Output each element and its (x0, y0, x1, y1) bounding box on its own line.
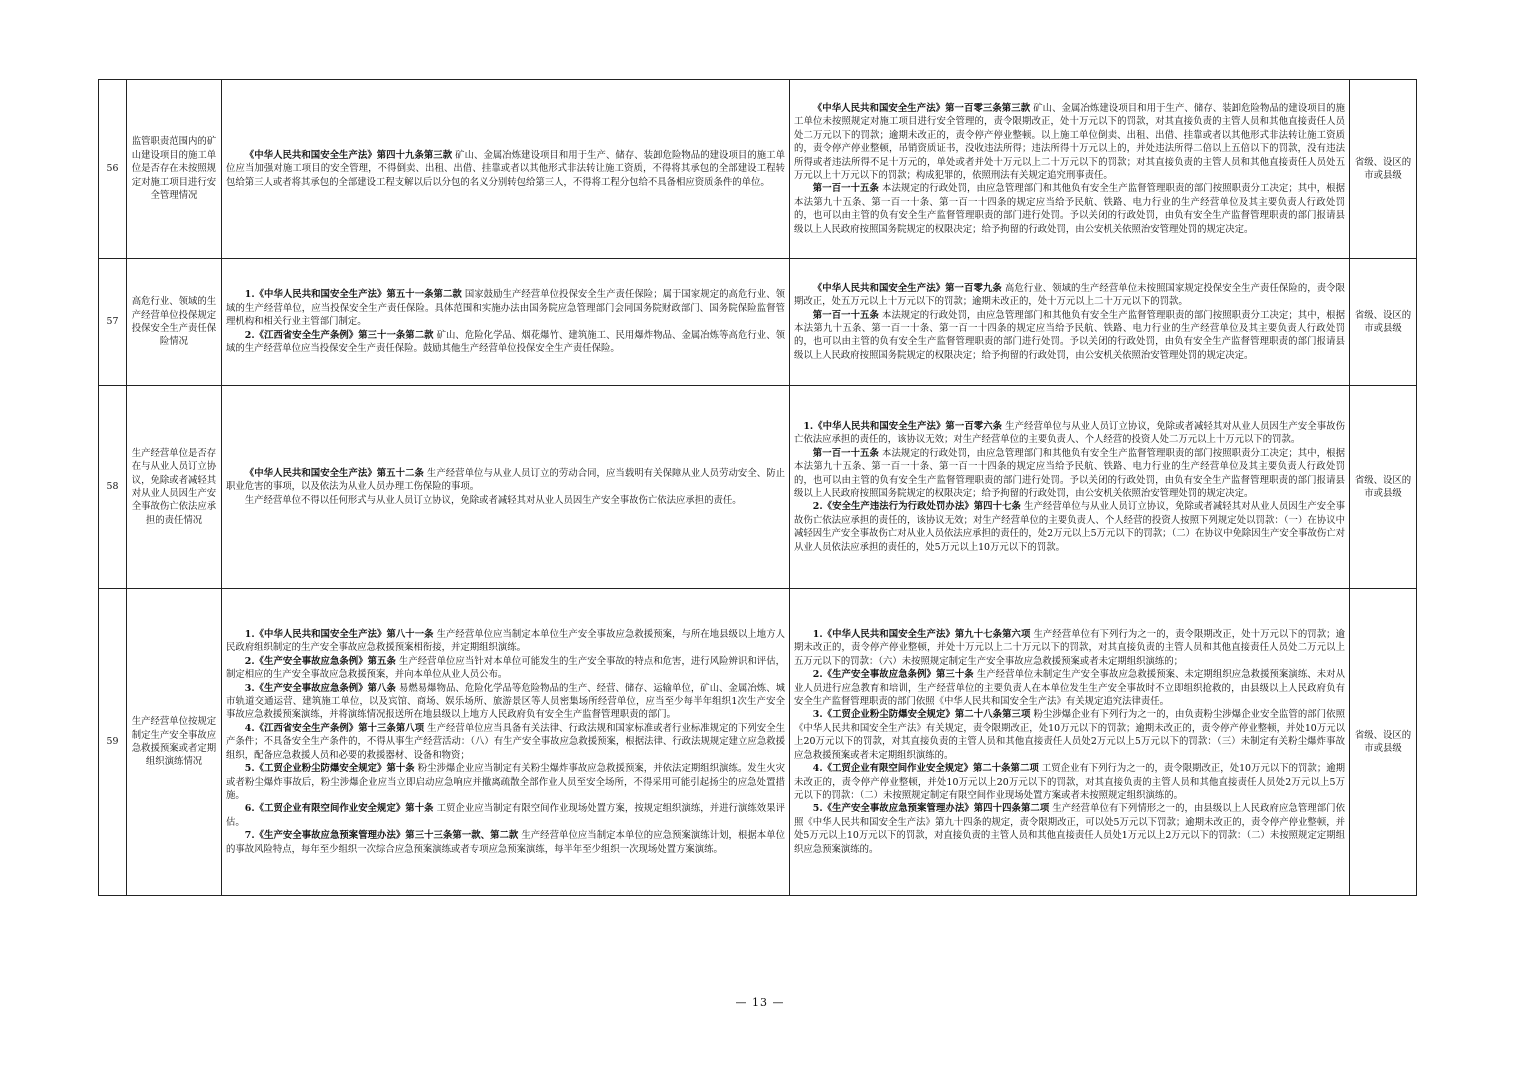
penalty-paragraph (794, 802, 1345, 856)
clause-title: 《中华人民共和国安全生产法》第一百零三条第三款 (812, 102, 1031, 114)
basis-paragraph (226, 722, 785, 762)
enforcement-level: 省级、设区的市或县级 (1350, 259, 1417, 386)
basis-paragraph (226, 329, 785, 356)
basis-paragraph (226, 149, 785, 189)
penalty-paragraph (794, 762, 1345, 802)
clause-text: 本法规定的行政处罚，由应急管理部门和其他负有安全生产监督管理职责的部门按照职责分工决定；其中，根据本法第九十五条、第一百一十条、第一百一十四条的规定应当给予民航、铁路、电力行业的生产经营单位及其主要负责人行政处罚的，也可以由主管的负有安全生产监督管理职责的部门进行处罚。予以关闭的行政处罚，由负有安全生产监督管理职责的部门报请县级以上人民政府按照国务院规定的权限决定；给予拘留的行政处罚，由公安机关依照治安管理处罚的规定决定。 (794, 309, 1345, 361)
clause-text: 工贸企业应当制定有限空间作业现场处置方案，按规定组织演练，并进行演练效果评估。 (226, 803, 785, 828)
clause-title: 《中华人民共和国安全生产法》第五十二条 (244, 467, 424, 479)
clause-text: 矿山、金属冶炼建设项目和用于生产、储存、装卸危险物品的建设项目的施工单位应当加强对施工项目的安全管理，不得倒卖、出租、出借、挂靠或者以其他形式非法转让施工资质，不得将其承包的全部建设工程转包给第三人或者将其承包的全部建设工程支解以后以分包的名义分别转包给第三人，不得将工程分包给不具备相应资质条件的单位。 (226, 149, 785, 188)
clause-title: 6.《工贸企业有限空间作业安全规定》第十条 (244, 803, 434, 815)
table-row (99, 589, 1417, 896)
penalty-paragraph (794, 309, 1345, 363)
clause-title: 1.《中华人民共和国安全生产法》第九十七条第六项 (812, 629, 1031, 641)
clause-title: 1.《中华人民共和国安全生产法》第一百零六条 (803, 420, 1003, 432)
penalty-paragraph (794, 500, 1345, 554)
clause-text: 本法规定的行政处罚，由应急管理部门和其他负有安全生产监督管理职责的部门按照职责分工决定；其中，根据本法第九十五条、第一百一十条、第一百一十四条的规定应当给予民航、铁路、电力行业的生产经营单位及其主要负责人行政处罚的，也可以由主管的负有安全生产监督管理职责的部门进行处罚。予以关闭的行政处罚，由负有安全生产监督管理职责的部门报请县级以上人民政府按照国务院规定的权限决定；给予拘留的行政处罚，由公安机关依照治安管理处罚的规定决定。 (794, 183, 1345, 235)
clause-text: 工贸企业有下列行为之一的，责令限期改正，处10万元以下的罚款；逾期未改正的，责令停产停业整顿，并处10万元以上20万元以下的罚款，对其直接负责的主管人员和其他直接责任人员处2万元以上5万元以下的罚款：（二）未按照规定制定有限空间作业现场处置方案或者未按照规定组织演练的。 (794, 763, 1345, 801)
clause-text: 生产经营单位不得以任何形式与从业人员订立协议，免除或者减轻其对从业人员因生产安全事故伤亡依法应承担的责任。 (244, 494, 742, 506)
row-number: 59 (99, 589, 127, 896)
clause-title: 3.《工贸企业粉尘防爆安全规定》第二十八条第三项 (812, 709, 1031, 721)
clause-text: 生产经营单位有下列情形之一的，由县级以上人民政府应急管理部门依照《中华人民共和国安全生产法》第九十四条的规定，责令限期改正，可以处5万元以下罚款；逾期未改正的，责令停产停业整顿，并处5万元以上10万元以下的罚款，对直接负责的主管人员和其他直接责任人员处1万元以上2万元以下的罚款：（二）未按照规定定期组织应急预案演练的。 (794, 803, 1345, 855)
penalty-paragraph (794, 420, 1345, 447)
clause-title: 第一百一十五条 (812, 447, 879, 459)
clause-text: 矿山、金属冶炼建设项目和用于生产、储存、装卸危险物品的建设项目的施工单位未按照规定对施工项目进行安全管理的，责令限期改正，处十万元以下的罚款，对其直接负责的主管人员和其他直接责任人员处二万元以下的罚款；逾期未改正的，责令停产停业整顿。以上施工单位倒卖、出租、出借、挂靠或者以其他形式非法转让施工资质的，责令停产停业整顿，吊销资质证书，没收违法所得；违法所得十万元以上的，并处违法所得二倍以上五倍以下的罚款，没有违法所得或者违法所得不足十万元的，单处或者并处十万元以上二十万元以下的罚款；对其直接负责的主管人员和其他直接责任人员处五万元以上十万元以下的罚款；构成犯罪的，依照刑法有关规定追究刑事责任。 (794, 102, 1345, 181)
clause-text: 生产经营单位与从业人员订立协议，免除或者减轻其对从业人员因生产安全事故伤亡依法应承担的责任的，该协议无效；对生产经营单位的主要负责人、个人经营的投资人处二万元以上十万元以下的罚款。 (794, 420, 1345, 446)
basis-paragraph (226, 762, 785, 802)
legal-basis-cell (222, 259, 790, 386)
clause-title: 《中华人民共和国安全生产法》第四十九条第三款 (244, 149, 453, 161)
enforcement-level: 省级、设区的市或县级 (1350, 589, 1417, 896)
clause-text: 生产经营单位与从业人员订立的劳动合同，应当载明有关保障从业人员劳动安全、防止职业危害的事项，以及依法为从业人员办理工伤保险的事项。 (226, 467, 785, 493)
legal-basis-cell (222, 589, 790, 896)
legal-basis-cell (222, 80, 790, 259)
clause-text: 生产经营单位应当制定本单位生产安全事故应急救援预案，与所在地县级以上地方人民政府组织制定的生产安全事故应急救援预案相衔接，并定期组织演练。 (226, 629, 785, 654)
clause-title: 1.《中华人民共和国安全生产法》第八十一条 (244, 629, 434, 641)
clause-title: 第一百一十五条 (812, 183, 879, 195)
check-item: 生产经营单位按规定制定生产安全事故应急救援预案或者定期组织演练情况 (127, 589, 222, 896)
penalty-paragraph (794, 447, 1345, 501)
penalty-paragraph (794, 282, 1345, 309)
check-item: 监管职责范围内的矿山建设项目的施工单位是否存在未按照规定对施工项目进行安全管理情况 (127, 80, 222, 259)
penalty-paragraph (794, 708, 1345, 762)
penalty-basis-cell (790, 80, 1350, 259)
basis-paragraph (226, 288, 785, 328)
clause-text: 矿山、危险化学品、烟花爆竹、建筑施工、民用爆炸物品、金属冶炼等高危行业、领域的生产经营单位应当投保安全生产责任保险。鼓励其他生产经营单位投保安全生产责任保险。 (226, 329, 785, 355)
clause-text: 生产经营单位未制定生产安全事故应急救援预案、未定期组织应急救援预案演练、未对从业人员进行应急教育和培训，生产经营单位的主要负责人在本单位发生生产安全事故时不立即组织抢救的，由县级以上人民政府负有安全生产监督管理职责的部门依照《中华人民共和国安全生产法》有关规定追究法律责任。 (794, 669, 1346, 708)
clause-title: 3.《生产安全事故应急条例》第八条 (244, 682, 396, 694)
basis-paragraph (226, 682, 785, 722)
basis-paragraph (226, 829, 785, 856)
clause-text: 易燃易爆物品、危险化学品等危险物品的生产、经营、储存、运输单位，矿山、金属冶炼、城市轨道交通运营、建筑施工单位，以及宾馆、商场、娱乐场所、旅游景区等人员密集场所经营单位，应当至少每半年组织1次生产安全事故应急救援预案演练，并将演练情况报送所在地县级以上地方人民政府负有安全生产监督管理职责的部门。 (226, 682, 785, 721)
row-number: 58 (99, 386, 127, 589)
legal-basis-cell (222, 386, 790, 589)
penalty-paragraph (794, 102, 1345, 182)
clause-title: 第一百一十五条 (812, 309, 879, 321)
penalty-paragraph (794, 668, 1345, 708)
clause-text: 粉尘涉爆企业有下列行为之一的，由负责粉尘涉爆企业安全监管的部门依照《中华人民共和国安全生产法》有关规定，责令限期改正，处10万元以下的罚款；逾期未改正的，责令停产停业整顿，并处10万元以上20万元以下的罚款，对其直接负责的主管人员和其他直接责任人员处2万元以上5万元以下的罚款：（三）未制定有关粉尘爆炸事故应急救援预案或者未定期组织演练的。 (794, 709, 1346, 761)
clause-title: 4.《江西省安全生产条例》第十三条第八项 (244, 722, 425, 734)
clause-text: 粉尘涉爆企业应当制定有关粉尘爆炸事故应急救援预案，并依法定期组织演练。发生火灾或者粉尘爆炸事故后，粉尘涉爆企业应当立即启动应急响应并撤离疏散全部作业人员至安全场所，不得采用可能引起扬尘的应急处置措施。 (226, 763, 786, 801)
penalty-basis-cell (790, 386, 1350, 589)
clause-title: 7.《生产安全事故应急预案管理办法》第三十三条第一款、第二款 (244, 830, 519, 842)
clause-title: 5.《生产安全事故应急预案管理办法》第四十四条第二项 (812, 803, 1050, 815)
clause-title: 4.《工贸企业有限空间作业安全规定》第二十条第二项 (812, 763, 1039, 775)
clause-title: 2.《生产安全事故应急条例》第五条 (244, 655, 396, 667)
clause-title: 5.《工贸企业粉尘防爆安全规定》第十条 (244, 763, 415, 775)
enforcement-level: 省级、设区的市或县级 (1350, 386, 1417, 589)
clause-title: 2.《生产安全事故应急条例》第三十条 (812, 669, 974, 681)
check-item: 生产经营单位是否存在与从业人员订立协议，免除或者减轻其对从业人员因生产安全事故伤亡依法应承担的责任情况 (127, 386, 222, 589)
basis-paragraph (226, 494, 785, 507)
clause-text: 生产经营单位与从业人员订立协议，免除或者减轻其对从业人员因生产安全事故伤亡依法应承担的责任的，该协议无效；对生产经营单位的主要负责人、个人经营的投资人按照下列规定处以罚款：（一）在协议中减轻因生产安全事故伤亡对从业人员依法应承担的责任的，处2万元以上5万元以下的罚款；（二）在协议中免除因生产安全事故伤亡对从业人员依法应承担的责任的，处5万元以上10万元以下的罚款。 (794, 501, 1345, 553)
inspection-table (98, 79, 1417, 896)
check-item: 高危行业、领域的生产经营单位投保规定投保安全生产责任保险情况 (127, 259, 222, 386)
clause-text: 国家鼓励生产经营单位投保安全生产责任保险；属于国家规定的高危行业、领域的生产经营单位，应当投保安全生产责任保险。具体范围和实施办法由国务院应急管理部门会同国务院财政部门、国务院保险监督管理机构和相关行业主管部门制定。 (226, 289, 786, 328)
table-row (99, 386, 1417, 589)
basis-paragraph (226, 628, 785, 655)
row-number: 57 (99, 259, 127, 386)
clause-text: 生产经营单位有下列行为之一的，责令限期改正，处十万元以下的罚款；逾期未改正的，责令停产停业整顿，并处十万元以上二十万元以下的罚款，对其直接负责的主管人员和其他直接责任人员处二万元以上五万元以下的罚款：（六）未按照规定制定生产安全事故应急救援预案或者未定期组织演练的； (794, 629, 1346, 667)
clause-title: 《中华人民共和国安全生产法》第一百零九条 (812, 282, 1002, 294)
clause-title: 2.《安全生产违法行为行政处罚办法》第四十七条 (812, 501, 1021, 513)
basis-paragraph (226, 802, 785, 829)
penalty-paragraph (794, 182, 1345, 236)
clause-text: 高危行业、领域的生产经营单位未按照国家规定投保安全生产责任保险的，责令限期改正，处五万元以上十万元以下的罚款；逾期未改正的，处十万元以上二十万元以下的罚款。 (794, 282, 1345, 308)
clause-title: 2.《江西省安全生产条例》第三十一条第二款 (244, 329, 434, 341)
penalty-paragraph (794, 628, 1345, 668)
penalty-basis-cell (790, 259, 1350, 386)
clause-title: 1.《中华人民共和国安全生产法》第五十一条第二款 (244, 289, 462, 301)
clause-text: 生产经营单位应当具备有关法律、行政法规和国家标准或者行业标准规定的下列安全生产条件；不具备安全生产条件的，不得从事生产经营活动：（八）有生产安全事故应急救援预案，根据法律、行政法规规定建立应急救援组织，配备应急救援人员和必要的救援器材、设备和物资； (226, 722, 786, 761)
basis-paragraph (226, 467, 785, 494)
row-number: 56 (99, 80, 127, 259)
table-row (99, 259, 1417, 386)
clause-text: 生产经营单位应当制定本单位的应急预案演练计划，根据本单位的事故风险特点，每年至少组织一次综合应急预案演练或者专项应急预案演练，每半年至少组织一次现场处置方案演练。 (226, 830, 786, 855)
penalty-basis-cell (790, 589, 1350, 896)
clause-text: 本法规定的行政处罚，由应急管理部门和其他负有安全生产监督管理职责的部门按照职责分工决定；其中，根据本法第九十五条、第一百一十条、第一百一十四条的规定应当给予民航、铁路、电力行业的生产经营单位及其主要负责人行政处罚的，也可以由主管的负有安全生产监督管理职责的部门进行处罚。予以关闭的行政处罚，由负有安全生产监督管理职责的部门报请县级以上人民政府按照国务院规定的权限决定；给予拘留的行政处罚，由公安机关依照治安管理处罚的规定决定。 (794, 447, 1345, 499)
table-row (99, 80, 1417, 259)
page-number: — 13 — (735, 996, 785, 1009)
clause-text: 生产经营单位应当针对本单位可能发生的生产安全事故的特点和危害，进行风险辨识和评估，制定相应的生产安全事故应急救援预案，并向本单位从业人员公布。 (226, 655, 785, 681)
enforcement-level: 省级、设区的市或县级 (1350, 80, 1417, 259)
basis-paragraph (226, 655, 785, 682)
